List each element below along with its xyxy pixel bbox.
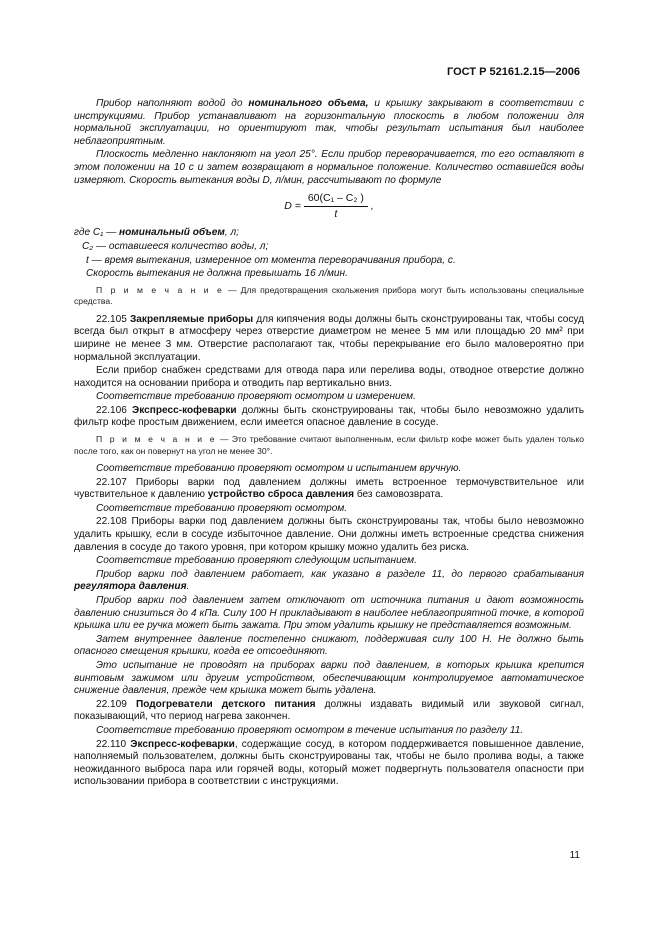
formula — [74, 192, 584, 220]
clause-22-110 — [74, 739, 584, 789]
legend-line-1 — [74, 227, 584, 240]
document-body — [74, 98, 584, 790]
clause-text: должны издавать видимый или звуковой сигнал, показывающий, что период нагрева закончен. — [74, 698, 584, 723]
formula-numerator: 60(C₁ – C₂ ) — [304, 192, 368, 207]
text: где C₁ — — [74, 227, 120, 239]
clause-22-107-check: Соответствие требованию проверяют осмотром. — [96, 502, 348, 514]
note-label: П р и м е ч а н и е — [96, 284, 225, 295]
paragraph-fill — [74, 98, 584, 148]
clause-22-106-check: Соответствие требованию проверяют осмотром и испытанием вручную. — [96, 463, 462, 475]
clause-number: 22.109 — [96, 698, 136, 710]
note-2 — [74, 434, 584, 457]
note-1 — [74, 285, 584, 308]
clause-text: , содержащие сосуд, в котором поддерживается повышенное давление, наполняемый пользователем, должны быть сконструированы так, чтобы не было пролива воды, а также неожиданного выброса пара или горячей воды, который может подвергнуть пользователя опасности при использовании прибора в соответствии с инструкциями. — [74, 738, 584, 788]
formula-denominator: t — [334, 207, 338, 220]
clause-term: Подогреватели детского питания — [135, 698, 316, 710]
clause-number: 22.105 — [96, 313, 130, 325]
clause-text: должны быть сконструированы так, чтобы было невозможно удалить фильтр кофе простым движением, если имеется опасное давление в сосуде. — [74, 404, 584, 429]
term-nominal-volume: номинального объема, — [248, 98, 369, 109]
clause-22-108-p5: Затем внутреннее давление постепенно снижают, поддерживая силу 100 Н. Не должно быть опасного смещения крышки, когда ее отсоединяют. — [74, 633, 584, 658]
clause-text: Приборы варки под давлением должны иметь встроенное термочувствительное или чувствительное к давлению — [74, 476, 584, 501]
clause-text: без самовозврата. — [354, 489, 444, 501]
clause-22-105 — [74, 314, 584, 364]
text: Прибор наполняют водой до — [96, 98, 249, 109]
document-header: ГОСТ Р 52161.2.15—2006 — [446, 66, 580, 78]
text: , л; — [224, 227, 239, 239]
clause-22-107 — [74, 477, 584, 502]
page-number: 11 — [569, 850, 580, 861]
formula-lhs: D = — [284, 199, 301, 212]
term-nominal-volume: номинальный объем — [119, 227, 225, 239]
clause-22-106 — [74, 405, 584, 430]
clause-22-109 — [74, 699, 584, 724]
clause-number: 22.108 — [96, 516, 132, 528]
formula-tail: , — [370, 199, 374, 212]
paragraph-tilt: Плоскость медленно наклоняют на угол 25°. Если прибор переворачивается, то его оставляют в этом положении на 10 с и затем возвращают в нормальное положение. Количество оставшейся воды измеряют. Скорость вытекания воды D, л/мин, рассчитывают по формуле — [74, 149, 584, 186]
note-text: — Это требование считают выполненным, если фильтр кофе может быть удален только после того, как он повернут на угол не менее 30°. — [74, 434, 584, 456]
term-pressure-regulator: регулятора давления — [74, 581, 187, 593]
clause-22-105-p2: Если прибор снабжен средствами для отвода пара или перелива воды, отводное отверстие должно находится на основании прибора и отводить пар вертикально вниз. — [74, 365, 584, 389]
clause-22-108-p3 — [74, 569, 584, 594]
formula-legend — [74, 227, 584, 280]
clause-text: для кипячения воды должны быть сконструированы так, чтобы сосуд всегда был открыт в атмосферу через отверстие диаметром не менее 5 мм или площадью 20 мм² при ширине не менее 3 мм. Отверстие располагают так, чтобы перекрывание его было маловероятно при нормальной эксплуатации. — [74, 313, 584, 363]
clause-term: Экспресс-кофеварки — [130, 738, 235, 750]
note-label: П р и м е ч а н и е — [96, 434, 217, 445]
clause-number: 22.110 — [96, 738, 131, 750]
clause-term: Экспресс-кофеварки — [132, 404, 237, 416]
text: и крышку закрывают в соответствии с инструкциями. Прибор устанавливают на горизонтальную плоскость в любом положении для нормальной эксплуатации, но ориентируют так, чтобы результат испытания был наиболее неблагоприятным. — [74, 98, 585, 147]
note-text: — Для предотвращения скольжения прибора могут быть использованы специальные средства. — [74, 284, 584, 307]
text: Прибор варки под давлением работает, как указано в разделе 11, до первого срабатывания — [96, 568, 584, 580]
clause-22-108-p6: Это испытание не проводят на приборах варки под давлением, в которых крышка крепится винтовым зажимом или другим устройством, обеспечивающим контролируемое автоматическое снижение давления, прежде чем крышка может быть удалена. — [74, 659, 584, 697]
legend-line-4: Скорость вытекания не должна превышать 16 л/мин. — [86, 268, 348, 280]
clause-number: 22.107 — [96, 476, 136, 488]
legend-line-2: C₂ — оставшееся количество воды, л; — [82, 240, 269, 252]
clause-number: 22.106 — [96, 404, 133, 416]
clause-22-109-check: Соответствие требованию проверяют осмотром в течение испытания по разделу 11. — [96, 724, 524, 736]
clause-22-108-check: Соответствие требованию проверяют следующим испытанием. — [96, 555, 417, 567]
clause-22-105-check: Соответствие требованию проверяют осмотром и измерением. — [96, 391, 416, 403]
legend-line-3: t — время вытекания, измеренное от момента переворачивания прибора, с. — [86, 254, 456, 266]
clause-22-108 — [74, 516, 584, 554]
formula-fraction — [304, 192, 368, 220]
clause-term: Закрепляемые приборы — [129, 313, 254, 325]
clause-22-108-p4: Прибор варки под давлением затем отключают от источника питания и дают возможность давлению снизиться до 4 кПа. Силу 100 Н прикладывают в наиболее неблагоприятной точке, в которой крышка или ее ручка может быть зажата. При этом удалить крышку не представляется возможным. — [74, 595, 584, 632]
text: . — [186, 581, 190, 593]
clause-term: устройство сброса давления — [207, 489, 355, 501]
clause-text: Приборы варки под давлением должны быть сконструированы так, чтобы было невозможно удалить крышку, если в сосуде избыточное давление. Они должны иметь встроенные средства снижения давления в сосуде до такого уровня, при котором крышку можно удалить без риска. — [74, 516, 584, 553]
